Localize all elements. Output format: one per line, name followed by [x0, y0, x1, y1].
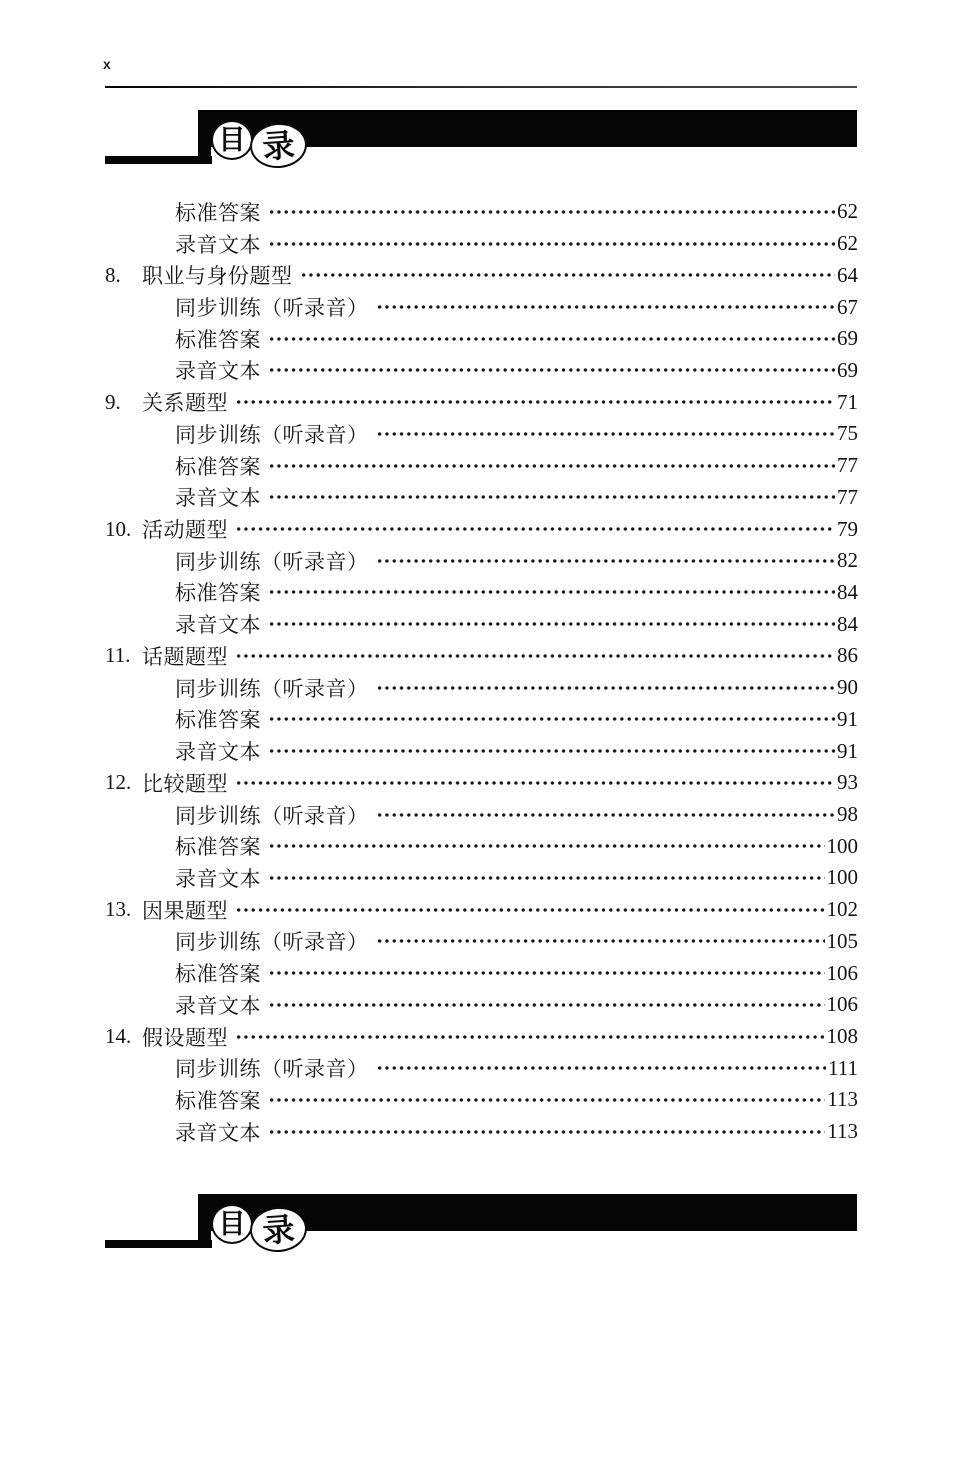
toc-entry-page: 69	[837, 357, 858, 382]
dot-leader	[233, 776, 835, 790]
header-rule	[105, 86, 857, 88]
toc-entry	[105, 228, 858, 260]
toc-entry-page: 86	[837, 643, 858, 668]
toc-entry	[105, 513, 858, 545]
dot-leader	[266, 871, 825, 885]
toc-entry-page: 91	[837, 706, 858, 731]
toc-entry-title: 标准答案	[175, 962, 261, 987]
toc-entry	[105, 608, 858, 640]
toc-entry	[105, 196, 858, 228]
toc-entry-page: 93	[837, 770, 858, 795]
toc-entry-page: 106	[826, 992, 858, 1017]
toc-entry	[105, 1021, 858, 1053]
toc-entry-title: 因果题型	[142, 898, 228, 923]
toc-entry-page: 102	[826, 897, 858, 922]
dot-leader	[374, 554, 836, 568]
dot-leader	[266, 363, 835, 377]
logo-char-lu: 录	[261, 1210, 296, 1249]
toc-entry	[105, 640, 858, 672]
toc-entry-number: 8.	[105, 262, 121, 287]
toc-entry-page: 100	[826, 865, 858, 890]
toc-entry-title: 标准答案	[175, 708, 261, 733]
toc-entry-page: 77	[837, 453, 858, 478]
toc-entry	[105, 1116, 858, 1148]
toc-entry-page: 64	[837, 262, 858, 287]
dot-leader	[266, 966, 825, 980]
toc-entry-page: 105	[826, 928, 858, 953]
banner-step-horizontal	[105, 1240, 212, 1248]
toc-entry	[105, 767, 858, 799]
dot-leader	[298, 268, 836, 282]
toc-entry-title: 录音文本	[175, 232, 261, 257]
dot-leader	[266, 744, 835, 758]
dot-leader	[266, 490, 835, 504]
dot-leader	[266, 712, 835, 726]
header-banner	[0, 110, 960, 180]
toc-entry-page: 79	[837, 516, 858, 541]
toc-entry-page: 69	[837, 326, 858, 351]
toc-entry-page: 91	[837, 738, 858, 763]
toc-entry	[105, 799, 858, 831]
dot-leader	[266, 237, 835, 251]
toc-entry-number: 12.	[105, 770, 132, 795]
running-head: x	[103, 56, 111, 72]
toc-entry-title: 标准答案	[175, 835, 261, 860]
toc-entry	[105, 735, 858, 767]
toc-entry-title: 同步训练（听录音）	[175, 296, 369, 321]
toc-entry-number: 13.	[105, 897, 132, 922]
toc-entry-title: 录音文本	[175, 993, 261, 1018]
toc-entry	[105, 957, 858, 989]
dot-leader	[266, 1093, 825, 1107]
toc-entry-title: 标准答案	[175, 1088, 261, 1113]
logo-oval-mu	[211, 120, 253, 160]
toc-entry-title: 同步训练（听录音）	[175, 422, 369, 447]
toc-entry-title: 标准答案	[175, 200, 261, 225]
toc-entry	[105, 386, 858, 418]
toc-entry-number: 14.	[105, 1024, 132, 1049]
toc-entry-title: 录音文本	[175, 486, 261, 511]
dot-leader	[233, 903, 825, 917]
dot-leader	[374, 300, 836, 314]
logo-char-mu: 目	[218, 124, 246, 155]
toc-entry-title: 同步训练（听录音）	[175, 930, 369, 955]
toc-entry-title: 录音文本	[175, 1120, 261, 1145]
toc-entry-page: 67	[837, 294, 858, 319]
toc-entry	[105, 577, 858, 609]
toc-entry-title: 标准答案	[175, 454, 261, 479]
toc-entry	[105, 1084, 858, 1116]
toc-entry	[105, 1052, 858, 1084]
toc-entry-page: 77	[837, 484, 858, 509]
toc-entry-title: 话题题型	[142, 644, 228, 669]
toc-entry-title: 职业与身份题型	[142, 264, 293, 289]
toc-entry	[105, 355, 858, 387]
toc-entry-page: 84	[837, 579, 858, 604]
toc-entry-number: 10.	[105, 516, 132, 541]
toc-entry-title: 假设题型	[142, 1025, 228, 1050]
toc-entry-page: 106	[826, 960, 858, 985]
toc-entry	[105, 418, 858, 450]
dot-leader	[374, 934, 825, 948]
toc-entry-title: 录音文本	[175, 613, 261, 638]
dot-leader	[266, 459, 835, 473]
dot-leader	[266, 205, 835, 219]
dot-leader	[266, 839, 825, 853]
toc-entry	[105, 545, 858, 577]
toc-entry-page: 62	[837, 231, 858, 256]
toc-entry	[105, 259, 858, 291]
toc-entry-page: 98	[837, 802, 858, 827]
dot-leader	[374, 808, 836, 822]
toc-entry-title: 活动题型	[142, 518, 228, 543]
dot-leader	[266, 332, 835, 346]
toc-entry-title: 关系题型	[142, 391, 228, 416]
toc-entry	[105, 862, 858, 894]
toc-entry-page: 100	[826, 833, 858, 858]
toc-entry	[105, 926, 858, 958]
logo-char-mu: 目	[218, 1208, 246, 1239]
toc-entry	[105, 450, 858, 482]
toc-entry-title: 录音文本	[175, 866, 261, 891]
dot-leader	[374, 427, 836, 441]
toc-entry-title: 录音文本	[175, 740, 261, 765]
dot-leader	[266, 998, 825, 1012]
toc-list	[105, 196, 858, 1148]
toc-entry-title: 同步训练（听录音）	[175, 549, 369, 574]
toc-entry	[105, 830, 858, 862]
banner-step-horizontal	[105, 156, 212, 164]
toc-entry-page: 90	[837, 675, 858, 700]
toc-entry-title: 标准答案	[175, 581, 261, 606]
toc-entry	[105, 323, 858, 355]
logo-char-lu: 录	[261, 126, 296, 165]
logo-oval-mu	[211, 1204, 253, 1244]
toc-entry-title: 比较题型	[142, 771, 228, 796]
toc-entry-page: 113	[827, 1119, 858, 1144]
toc-entry-title: 录音文本	[175, 359, 261, 384]
dot-leader	[233, 395, 835, 409]
toc-entry-title: 标准答案	[175, 327, 261, 352]
toc-entry	[105, 291, 858, 323]
dot-leader	[266, 617, 835, 631]
dot-leader	[266, 1125, 825, 1139]
toc-entry	[105, 704, 858, 736]
toc-entry	[105, 989, 858, 1021]
toc-entry-page: 113	[827, 1087, 858, 1112]
toc-entry-page: 71	[837, 389, 858, 414]
dot-leader	[233, 522, 835, 536]
toc-entry-title: 同步训练（听录音）	[175, 803, 369, 828]
dot-leader	[233, 649, 835, 663]
toc-entry-title: 同步训练（听录音）	[175, 676, 369, 701]
toc-entry-page: 75	[837, 421, 858, 446]
toc-entry	[105, 481, 858, 513]
toc-entry-page: 108	[826, 1024, 858, 1049]
toc-entry-page: 84	[837, 611, 858, 636]
toc-entry	[105, 672, 858, 704]
dot-leader	[374, 1061, 827, 1075]
toc-entry-page: 82	[837, 548, 858, 573]
toc-entry-page: 62	[837, 199, 858, 224]
toc-entry-number: 9.	[105, 389, 121, 414]
dot-leader	[374, 681, 836, 695]
dot-leader	[266, 585, 835, 599]
toc-entry-title: 同步训练（听录音）	[175, 1057, 369, 1082]
footer-banner	[0, 1194, 960, 1264]
toc-entry	[105, 894, 858, 926]
dot-leader	[233, 1030, 825, 1044]
toc-entry-number: 11.	[105, 643, 131, 668]
toc-entry-page: 111	[828, 1055, 858, 1080]
